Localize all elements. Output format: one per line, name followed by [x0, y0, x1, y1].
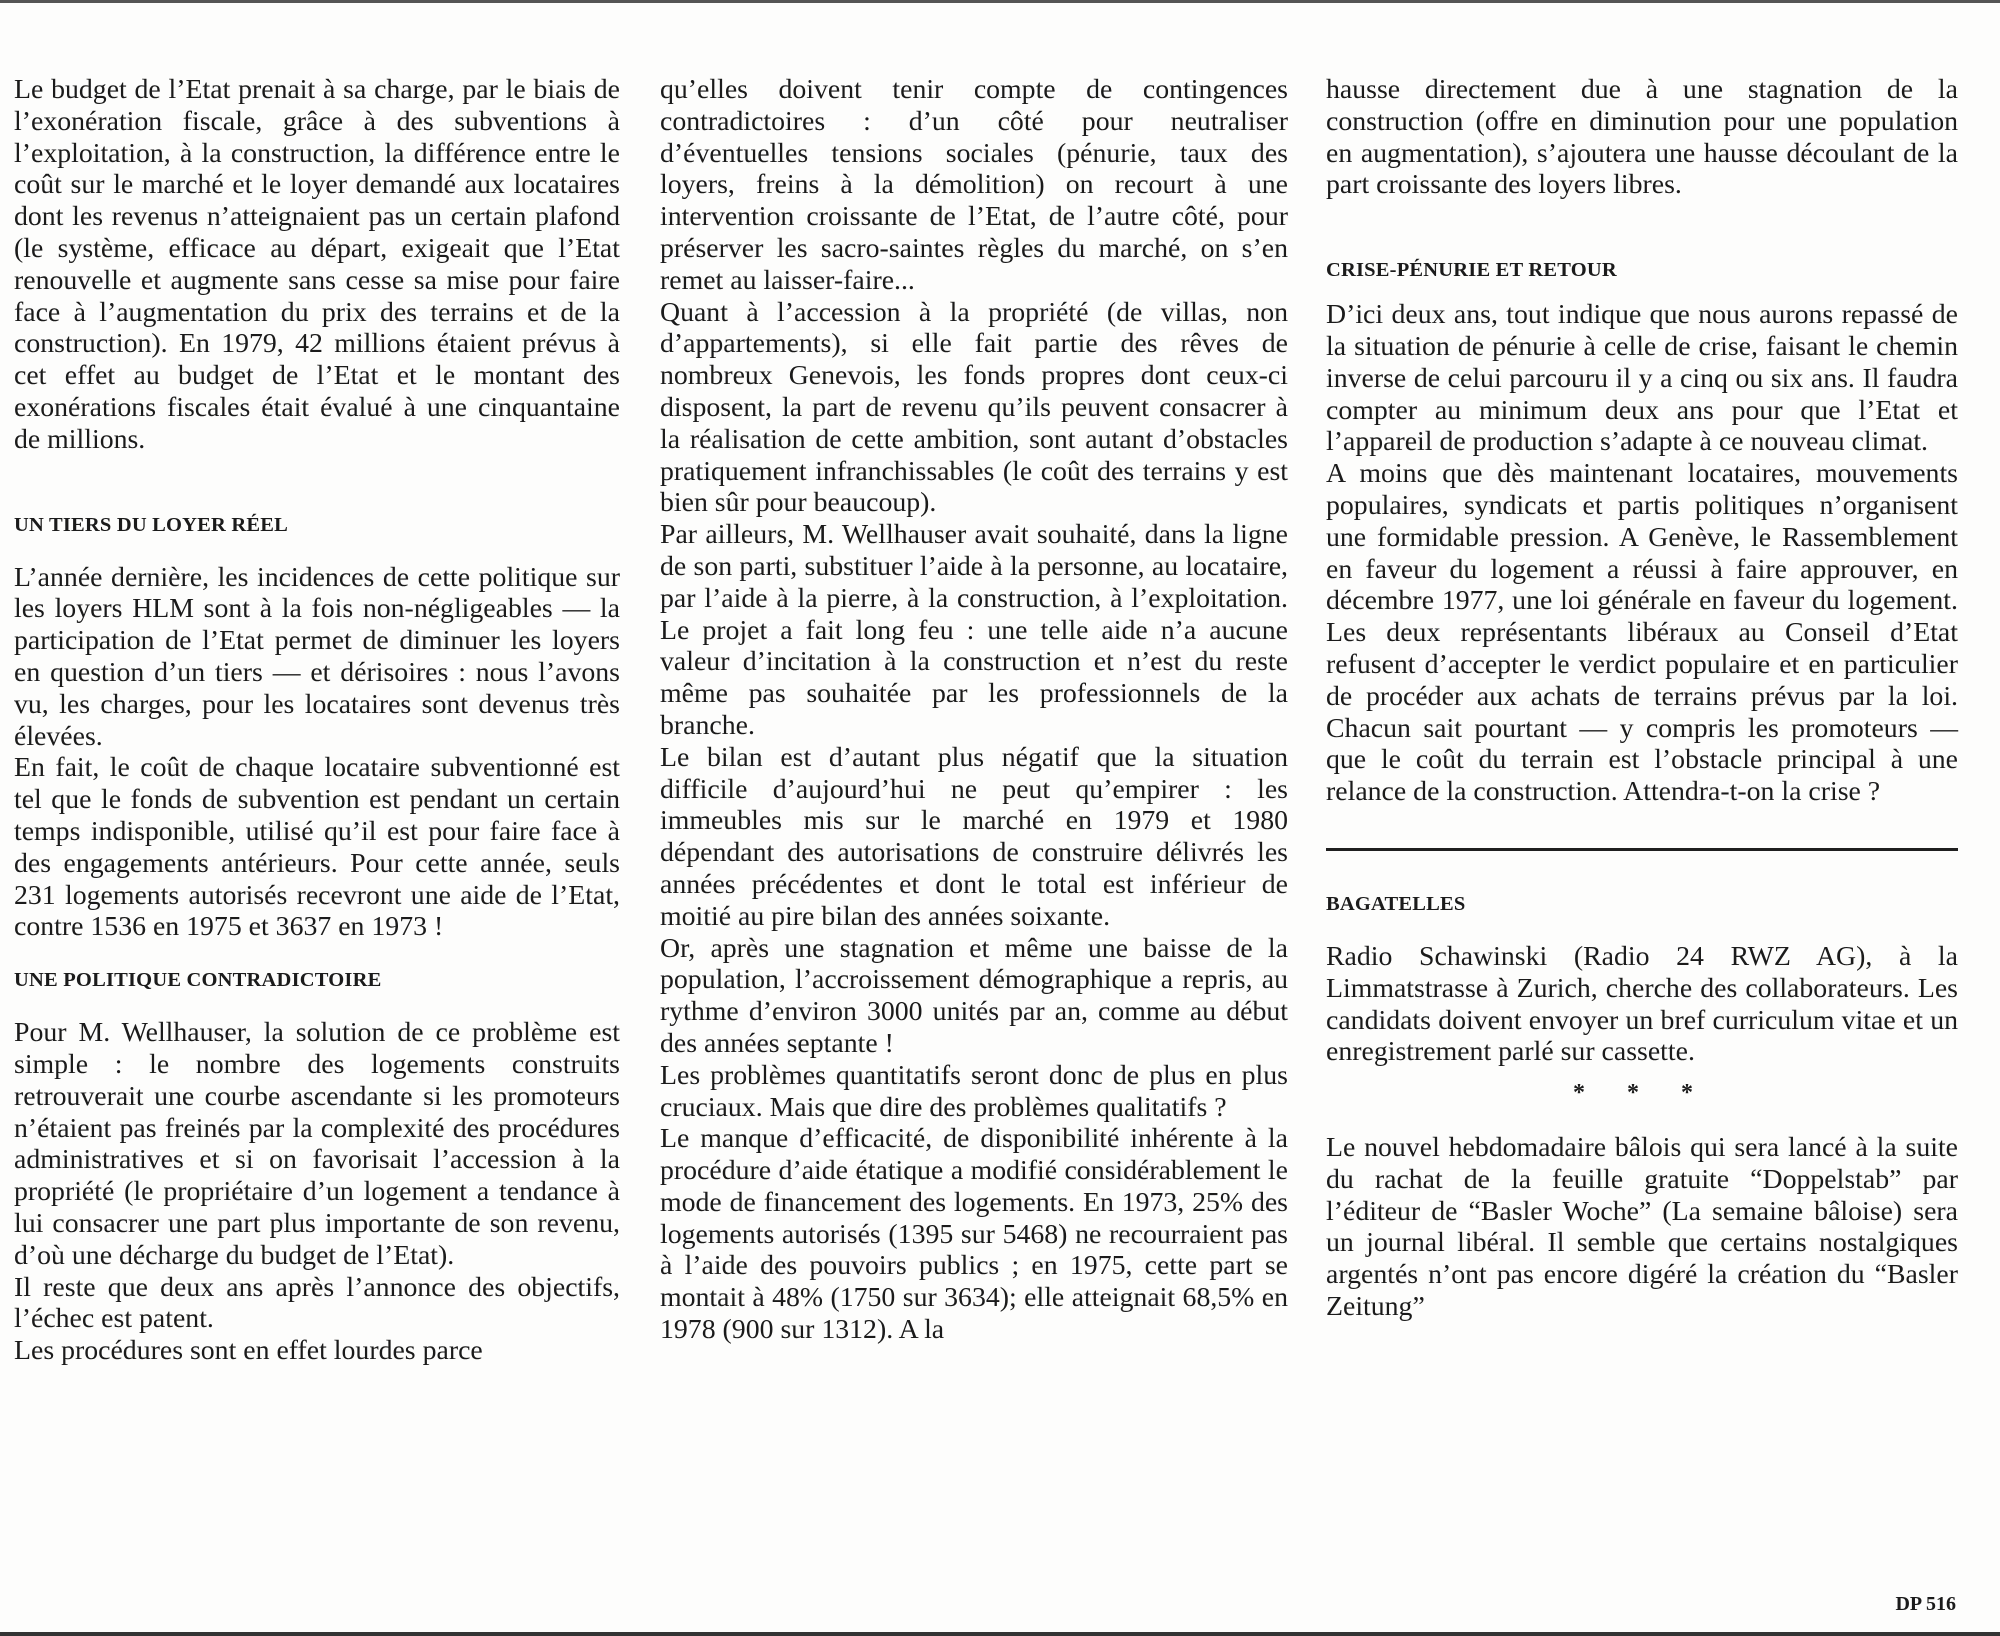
paragraph: qu’elles doivent tenir compte de contingences contradictoires : d’un côté pour neutraliser d’éventuelles tensions sociales (pénurie, taux des loyers, freins à la démolition) on recourt à une intervention croissante de l’Etat, de l’autre côté, pour préserver les sacro-saintes règles du marché, on s’en remet au laisser-faire... [660, 74, 1288, 296]
issue-code: DP 516 [1895, 1593, 1956, 1615]
section-divider [1326, 848, 1958, 851]
paragraph: hausse directement due à une stagnation de la construction (offre en diminution pour une population en augmentation), s’ajoutera une hausse découlant de la part croissante des loyers libres. [1326, 74, 1958, 201]
paragraph: Quant à l’accession à la propriété (de villas, non d’appartements), si elle fait partie des rêves de nombreux Genevois, les fonds propres dont ceux-ci disposent, la part de revenu qu’ils peuvent consacrer à la réalisation de cette ambition, sont autant d’obstacles pratiquement infranchissables (le coût des terrains y est bien sûr pour beaucoup). [660, 296, 1288, 519]
asterism-separator: * * * [1573, 1080, 1711, 1107]
paragraph: D’ici deux ans, tout indique que nous aurons repassé de la situation de pénurie à celle de crise, faisant le chemin inverse de celui parcouru il y a cinq ou six ans. Il faudra compter au minimum deux ans pour que l’Etat et l’appareil de production s’adapte à ce nouveau climat. [1326, 299, 1958, 458]
paragraph: Le manque d’efficacité, de disponibilité inhérente à la procédure d’aide étatique a modifié considérablement le mode de financement des logements. En 1973, 25% des logements autorisés (1395 sur 5468) ne recourraient pas à l’aide des pouvoirs publics ; en 1975, cette part se montait à 48% (1750 sur 3634); elle atteignait 68,5% en 1978 (900 sur 1312). A la [660, 1123, 1288, 1346]
paragraph: Le budget de l’Etat prenait à sa charge, par le biais de l’exonération fiscale, grâce à des subventions à l’exploitation, à la construction, la différence entre le coût sur le marché et le loyer demandé aux locataires dont les revenus n’atteignaient pas un certain plafond (le système, efficace au départ, exigeait que l’Etat renouvelle et augmente sans cesse sa mise pour faire face à l’augmentation du prix des terrains et de la construction). En 1979, 42 millions étaient prévus à cet effet au budget de l’Etat et le montant des exonérations fiscales était évalué à une cinquantaine de millions. [14, 74, 620, 455]
section-heading: CRISE-PÉNURIE ET RETOUR [1326, 259, 1617, 282]
section-heading: UN TIERS DU LOYER RÉEL [14, 513, 289, 536]
column-2 [660, 74, 1288, 1346]
section-heading: UNE POLITIQUE CONTRADICTOIRE [14, 969, 382, 992]
section-heading: BAGATELLES [1326, 892, 1466, 915]
paragraph: Les problèmes quantitatifs seront donc de plus en plus cruciaux. Mais que dire des problèmes qualitatifs ? [660, 1059, 1288, 1123]
paragraph: Il reste que deux ans après l’annonce des objectifs, l’échec est patent. [14, 1271, 620, 1335]
paragraph: En fait, le coût de chaque locataire subventionné est tel que le fonds de subvention est pendant un certain temps indisponible, utilisé qu’il est pour faire face à des engagements antérieurs. Pour cette année, seuls 231 logements autorisés recevront une aide de l’Etat, contre 1536 en 1975 et 3637 en 1973 ! [14, 752, 620, 943]
column-3 [1326, 74, 1958, 1323]
top-border [0, 0, 2000, 3]
paragraph: Les procédures sont en effet lourdes parce [14, 1335, 483, 1367]
paragraph: Or, après une stagnation et même une baisse de la population, l’accroissement démographique a repris, au rythme d’environ 3000 unités par an, comme au début des années septante ! [660, 932, 1288, 1059]
paragraph: L’année dernière, les incidences de cette politique sur les loyers HLM sont à la fois non-négligeables — la participation de l’Etat permet de diminuer les loyers en question d’un tiers — et dérisoires : nous l’avons vu, les charges, pour les locataires sont devenus très élevées. [14, 561, 620, 752]
column-1 [14, 74, 620, 1367]
paragraph: Le bilan est d’autant plus négatif que la situation difficile d’aujourd’hui ne peut qu’empirer : les immeubles mis sur le marché en 1979 et 1980 dépendant des autorisations de construire délivrés les années précédentes et dont le total est inférieur de moitié au pire bilan des années soixante. [660, 741, 1288, 932]
paragraph: Pour M. Wellhauser, la solution de ce problème est simple : le nombre des logements construits retrouverait une courbe ascendante si les promoteurs n’étaient pas freinés par la complexité des procédures administratives et si on favorisait l’accession à la propriété (le propriétaire d’un logement a tendance à lui consacrer une part plus importante de son revenu, d’où une décharge du budget de l’Etat). [14, 1017, 620, 1271]
paragraph: Par ailleurs, M. Wellhauser avait souhaité, dans la ligne de son parti, substituer l’aide à la personne, au locataire, par l’aide à la pierre, à la construction, à l’exploitation. Le projet a fait long feu : une telle aide n’a aucune valeur d’incitation à la construction et n’est du reste même pas souhaitée par les professionnels de la branche. [660, 519, 1288, 741]
bottom-border [0, 1632, 2000, 1636]
paragraph: Le nouvel hebdomadaire bâlois qui sera lancé à la suite du rachat de la feuille gratuite “Doppelstab” par l’éditeur de “Basler Woche” (La semaine bâloise) sera un journal libéral. Il semble que certains nostalgiques argentés n’ont pas encore digéré la création du “Basler Zeitung” [1326, 1131, 1958, 1322]
paragraph: A moins que dès maintenant locataires, mouvements populaires, syndicats et partis politiques n’organisent une formidable pression. A Genève, le Rassemblement en faveur du logement a réussi à faire approuver, en décembre 1977, une loi générale en faveur du logement. Les deux représentants libéraux au Conseil d’Etat refusent d’accepter le verdict populaire et en particulier de procéder aux achats de terrains prévus par la loi. Chacun sait pourtant — y compris les promoteurs — que le coût du terrain est l’obstacle principal à une relance de la construction. Attendra-t-on la crise ? [1326, 458, 1958, 808]
paragraph: Radio Schawinski (Radio 24 RWZ AG), à la Limmatstrasse à Zurich, cherche des collaborateurs. Les candidats doivent envoyer un bref curriculum vitae et un enregistrement parlé sur cassette. [1326, 940, 1958, 1068]
